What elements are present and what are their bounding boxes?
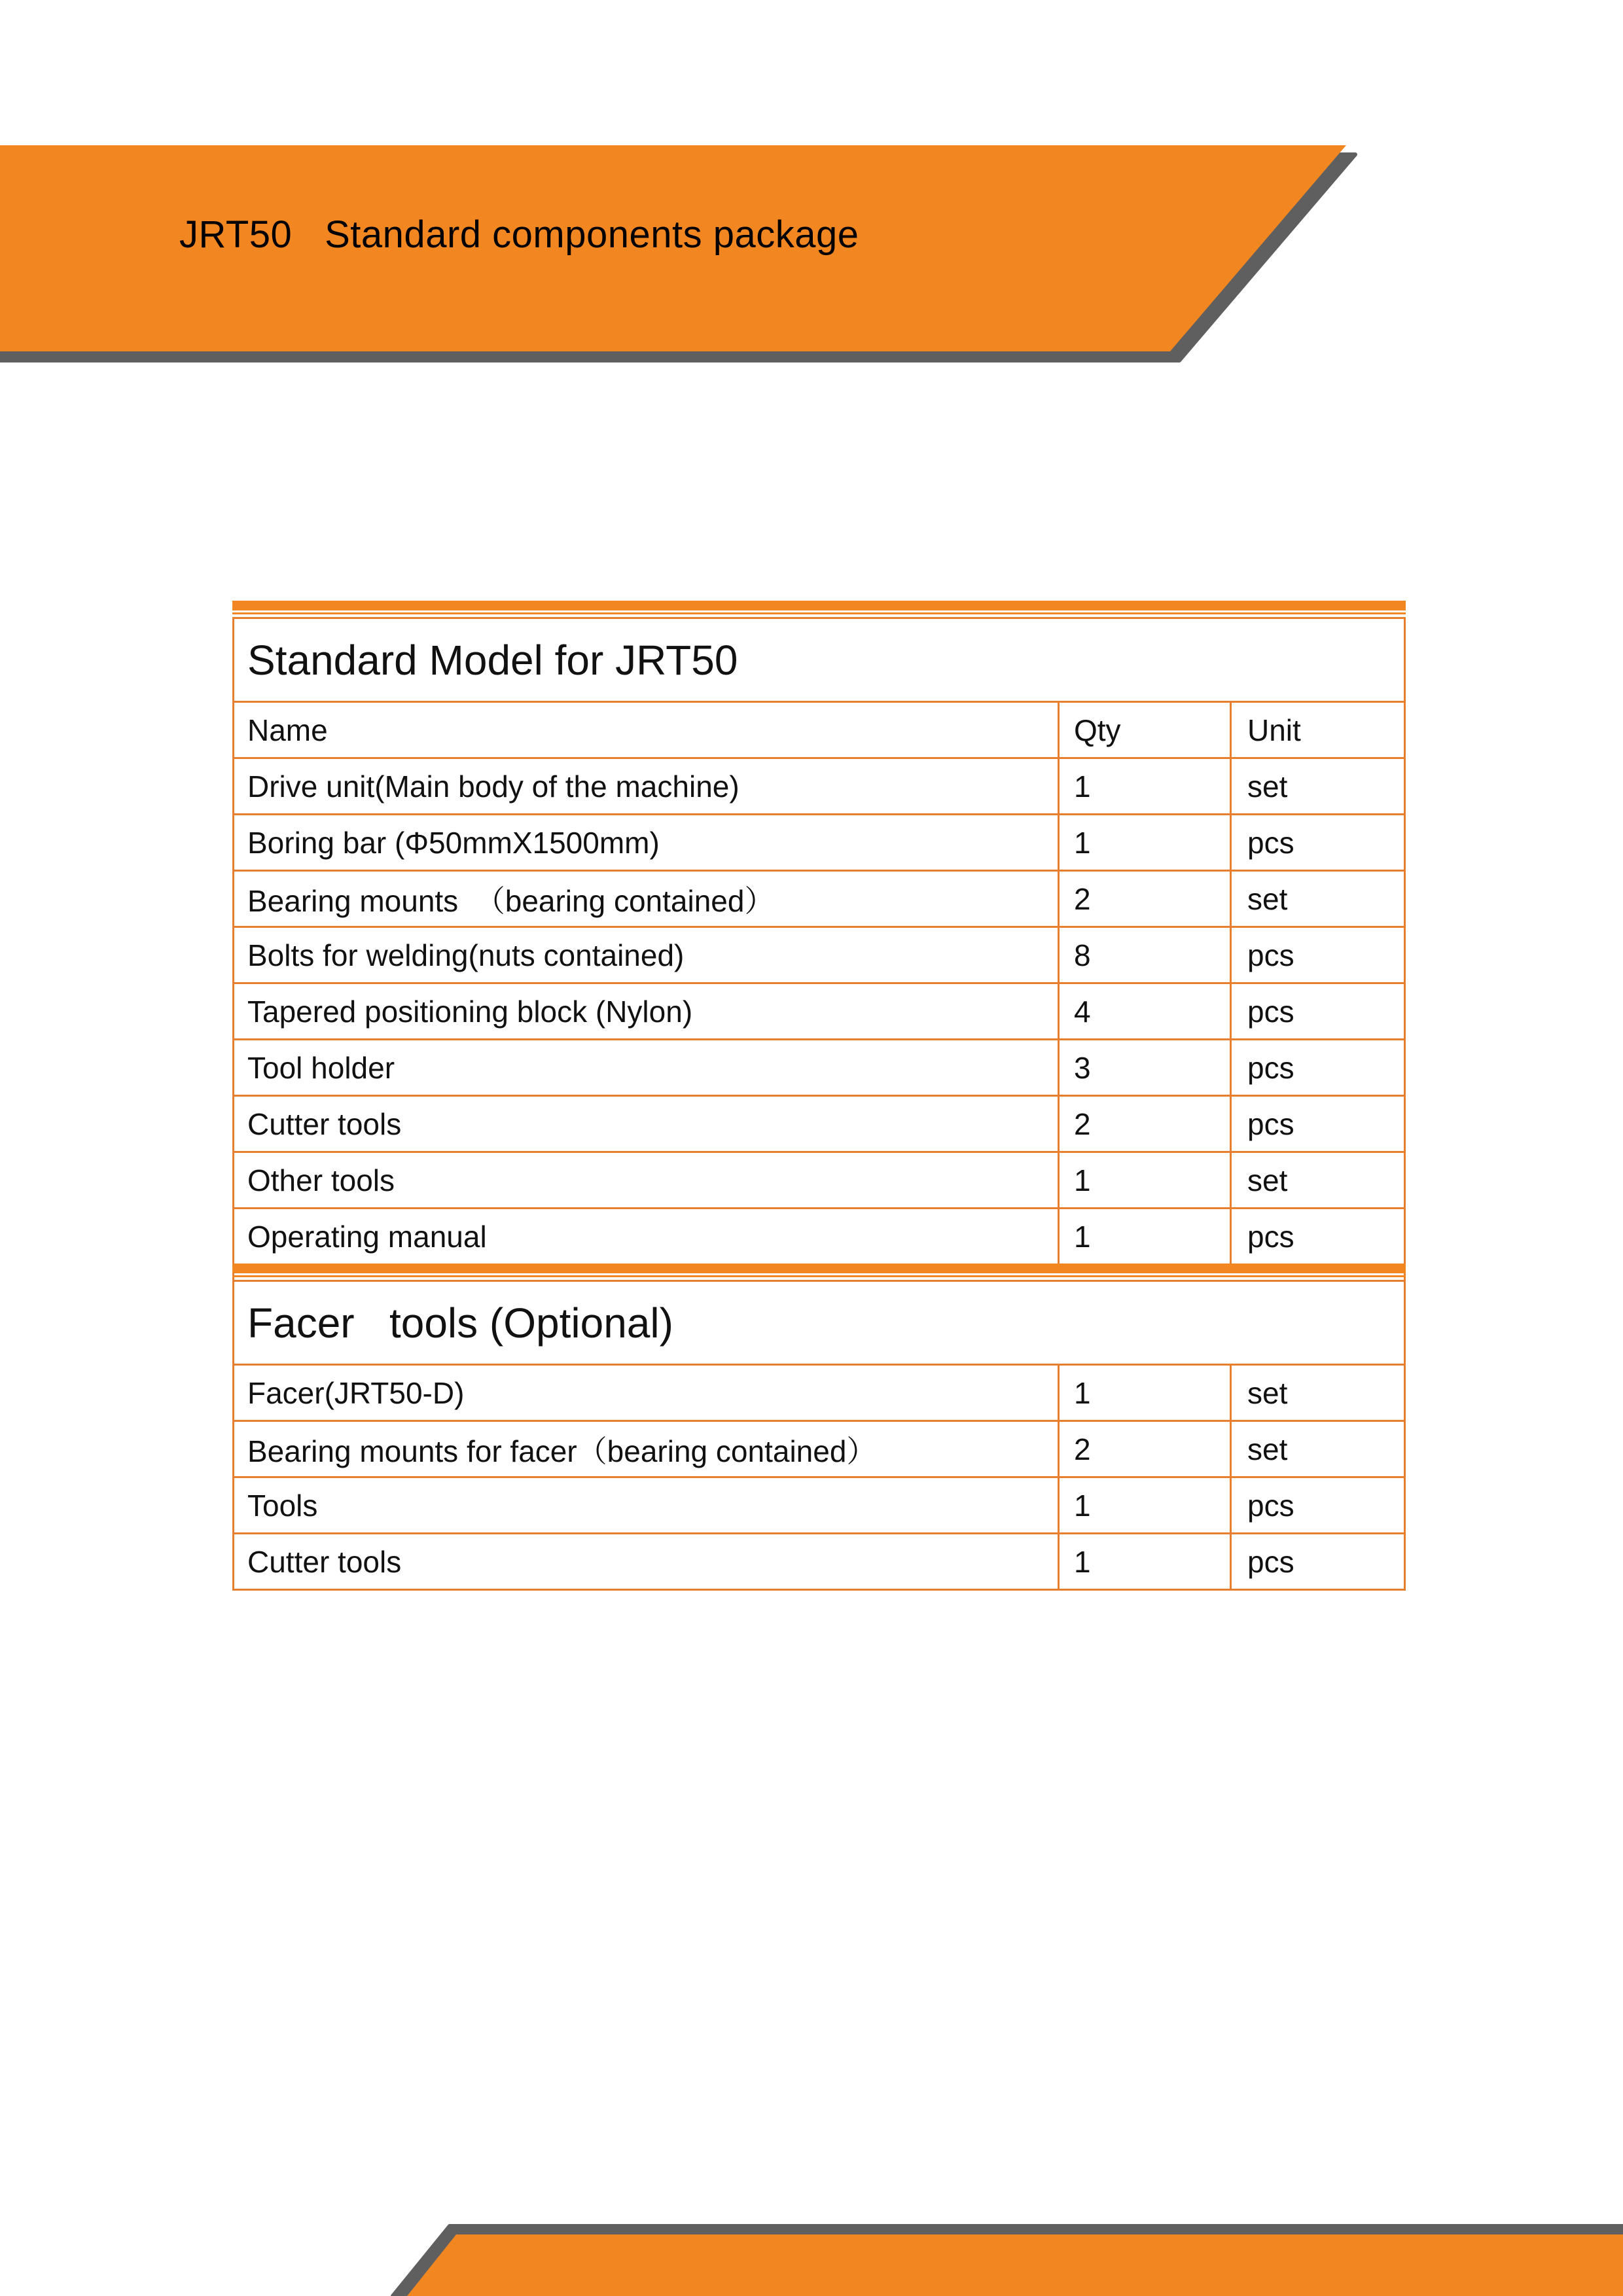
row-name: Cutter tools <box>247 1106 402 1141</box>
row-name: Cutter tools <box>247 1544 402 1579</box>
row-unit: set <box>1230 759 1404 813</box>
footer-banner-shape <box>407 2234 1623 2296</box>
components-table-block <box>232 601 1406 1591</box>
row-qty: 1 <box>1058 815 1230 870</box>
row-qty: 1 <box>1058 759 1230 813</box>
header-banner <box>0 0 1623 373</box>
page-title: JRT50 Standard components package <box>179 213 859 256</box>
row-qty: 1 <box>1058 1209 1230 1263</box>
table-row <box>234 1038 1404 1095</box>
row-qty: 1 <box>1058 1534 1230 1589</box>
table-row <box>234 1364 1404 1420</box>
row-name: Other tools <box>247 1163 395 1197</box>
column-header-name: Name <box>247 713 328 747</box>
row-unit: pcs <box>1230 1209 1404 1263</box>
table-row <box>234 1207 1404 1263</box>
separator-thick-bar <box>232 1263 1406 1273</box>
row-unit: set <box>1230 1366 1404 1420</box>
row-unit: set <box>1230 1153 1404 1207</box>
row-name: Boring bar (Φ50mmX1500mm) <box>247 825 660 860</box>
table-row <box>234 757 1404 813</box>
section-title-row <box>234 619 1404 701</box>
row-unit: pcs <box>1230 984 1404 1038</box>
row-unit: set <box>1230 1422 1404 1476</box>
row-unit: pcs <box>1230 1534 1404 1589</box>
row-unit: pcs <box>1230 815 1404 870</box>
row-unit: pcs <box>1230 1478 1404 1532</box>
row-unit: pcs <box>1230 1097 1404 1151</box>
table-top-thin-bar <box>232 612 1406 614</box>
row-name: Bearing mounts （bearing contained） <box>247 883 775 918</box>
row-qty: 1 <box>1058 1153 1230 1207</box>
section-1-title: Standard Model for JRT50 <box>247 636 738 684</box>
row-name: Tools <box>247 1488 318 1523</box>
components-table <box>232 617 1406 1591</box>
row-unit: pcs <box>1230 1040 1404 1095</box>
row-name: Drive unit(Main body of the machine) <box>247 769 740 804</box>
table-row <box>234 1151 1404 1207</box>
row-name: Facer(JRT50-D) <box>247 1375 465 1410</box>
footer-banner <box>0 2224 1623 2296</box>
table-top-thick-bar <box>232 601 1406 610</box>
row-name: Bearing mounts for facer（bearing contained） <box>247 1434 877 1468</box>
section-separator <box>234 1263 1404 1280</box>
table-row <box>234 1532 1404 1589</box>
table-row <box>234 982 1404 1038</box>
row-name: Tapered positioning block (Nylon) <box>247 994 693 1029</box>
row-qty: 2 <box>1058 1422 1230 1476</box>
row-qty: 1 <box>1058 1478 1230 1532</box>
table-row <box>234 1095 1404 1151</box>
section-2-title: Facer tools (Optional) <box>247 1299 673 1347</box>
table-row <box>234 1420 1404 1476</box>
row-unit: pcs <box>1230 928 1404 982</box>
row-qty: 2 <box>1058 1097 1230 1151</box>
row-qty: 1 <box>1058 1366 1230 1420</box>
row-qty: 8 <box>1058 928 1230 982</box>
row-name: Operating manual <box>247 1219 487 1254</box>
separator-thin-bar <box>232 1275 1406 1277</box>
column-header-unit: Unit <box>1230 703 1404 757</box>
row-qty: 2 <box>1058 872 1230 926</box>
row-qty: 3 <box>1058 1040 1230 1095</box>
table-row <box>234 1476 1404 1532</box>
row-name: Tool holder <box>247 1050 395 1085</box>
table-row <box>234 926 1404 982</box>
column-header-qty: Qty <box>1058 703 1230 757</box>
table-header-row <box>234 701 1404 757</box>
table-row <box>234 813 1404 870</box>
section-title-row <box>234 1280 1404 1364</box>
row-name: Bolts for welding(nuts contained) <box>247 938 685 972</box>
table-row <box>234 870 1404 926</box>
row-unit: set <box>1230 872 1404 926</box>
row-qty: 4 <box>1058 984 1230 1038</box>
